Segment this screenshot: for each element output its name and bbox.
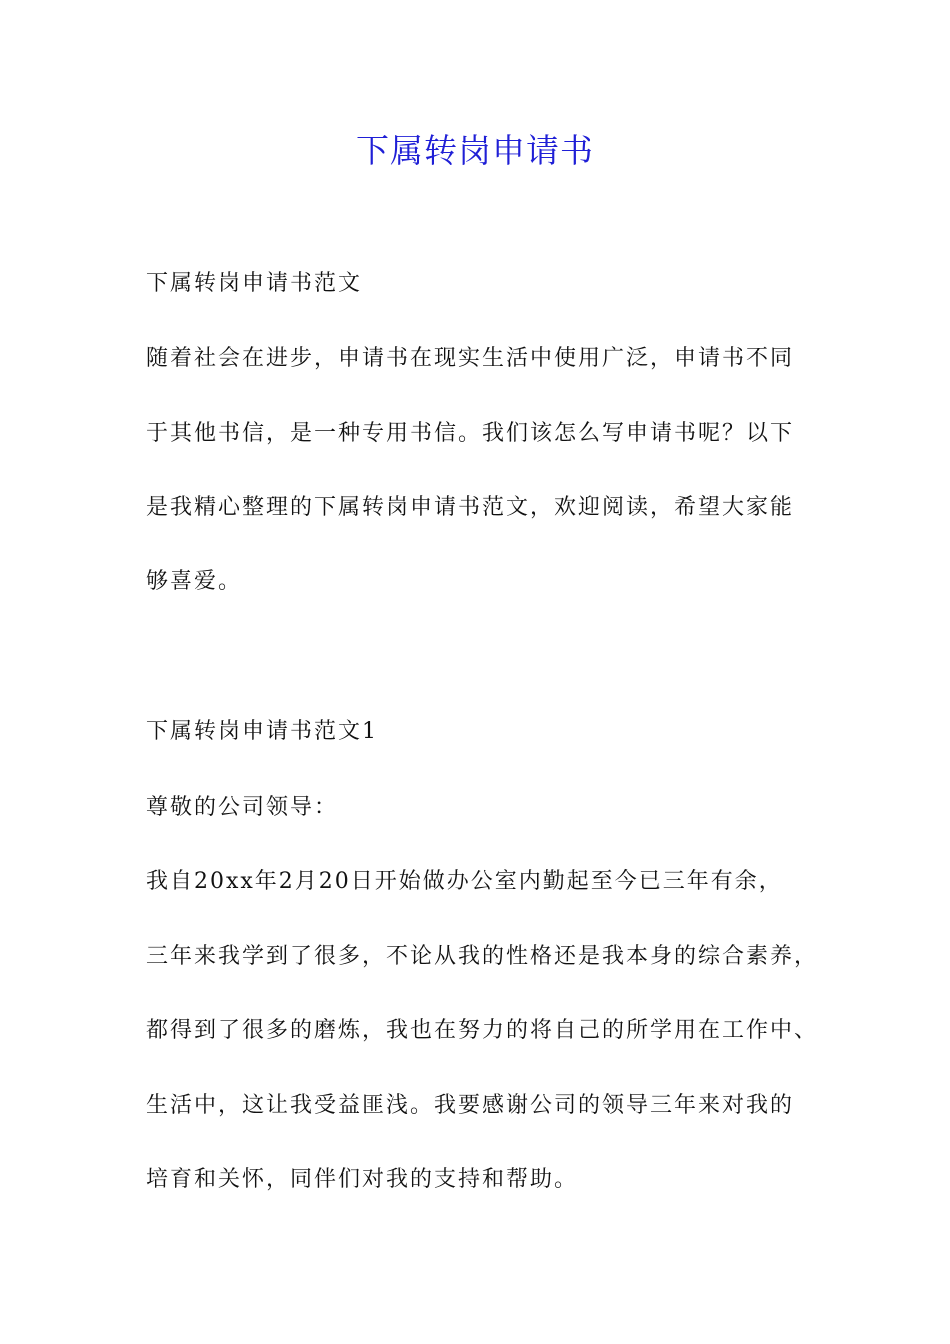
body-line-4: 生活中，这让我受益匪浅。我要感谢公司的领导三年来对我的 xyxy=(146,1093,795,1118)
body-line-3: 都得到了很多的磨炼，我也在努力的将自己的所学用在工作中、 xyxy=(146,1018,819,1043)
salutation: 尊敬的公司领导： xyxy=(146,795,339,820)
body-line-1: 我自20xx年2月20日开始做办公室内勤起至今已三年有余， xyxy=(146,869,783,894)
intro-line-2: 于其他书信，是一种专用书信。我们该怎么写申请书呢？以下 xyxy=(146,421,795,446)
intro-heading: 下属转岗申请书范文 xyxy=(146,271,363,296)
section-heading: 下属转岗申请书范文1 xyxy=(146,719,378,744)
document-title: 下属转岗申请书 xyxy=(356,131,594,170)
body-line-5: 培育和关怀，同伴们对我的支持和帮助。 xyxy=(146,1167,579,1192)
intro-line-3: 是我精心整理的下属转岗申请书范文，欢迎阅读，希望大家能 xyxy=(146,495,795,520)
body-line-2: 三年来我学到了很多，不论从我的性格还是我本身的综合素养， xyxy=(146,944,819,969)
intro-line-4: 够喜爱。 xyxy=(146,569,243,594)
intro-line-1: 随着社会在进步，申请书在现实生活中使用广泛，申请书不同 xyxy=(146,346,795,371)
